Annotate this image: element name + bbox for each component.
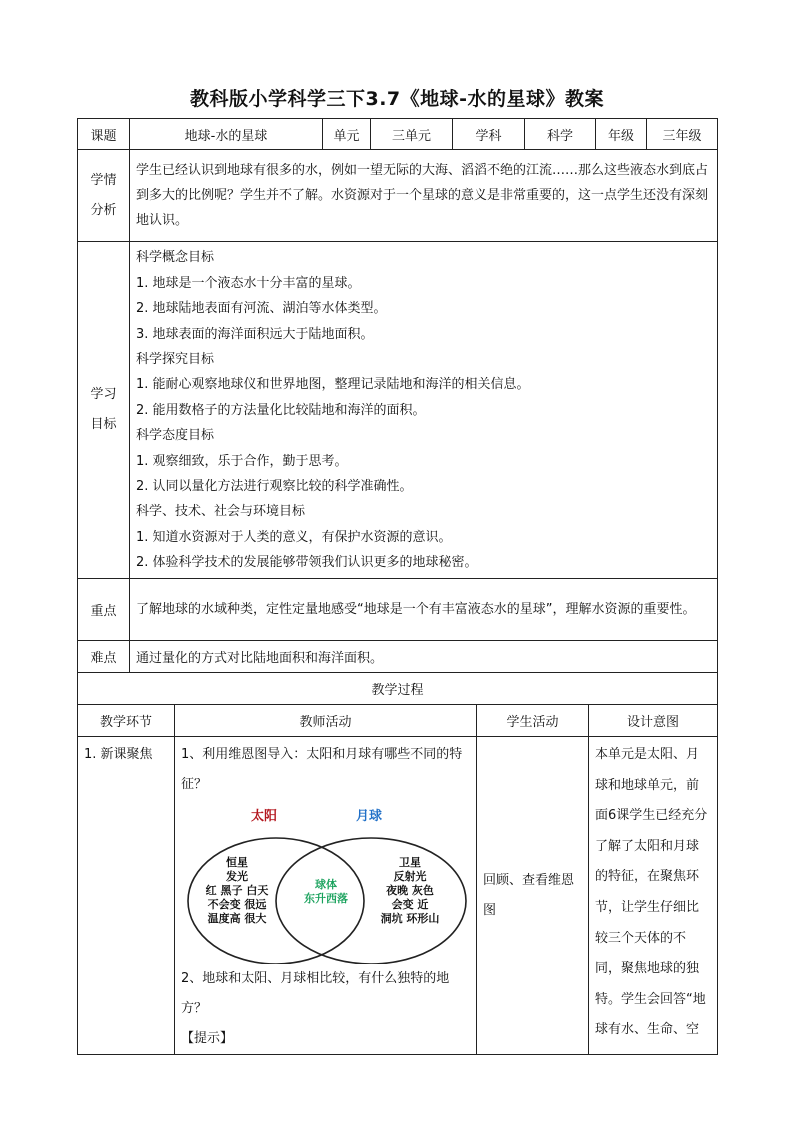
- design-intent: 本单元是太阳、月球和地球单元，前面6课学生已经充分了解了太阳和月球的特征，在聚焦环节，让学生仔细比较三个天体的不同，聚焦地球的独特。学生会回答“地球有水、生命、空: [589, 737, 718, 1055]
- unit-label: 单元: [323, 119, 371, 150]
- col-design: 设计意图: [589, 705, 718, 737]
- sun-feature: 温度高 很大: [207, 912, 267, 925]
- step-cell: 1. 新课聚焦: [78, 737, 175, 1055]
- common-features: [293, 878, 359, 906]
- analysis-text: 学生已经认识到地球有很多的水，例如一望无际的大海、滔滔不绝的江流……那么这些液态水到底占到多大的比例呢？学生并不了解。水资源对于一个星球的意义是非常重要的，这一点学生还没有深刻地认识。: [130, 150, 718, 242]
- goal-line: 1. 地球是一个液态水十分丰富的星球。: [136, 275, 361, 291]
- moon-feature: 洞坑 环形山: [380, 912, 440, 925]
- venn-diagram: [181, 804, 471, 964]
- goals-label-line1: 学习: [90, 387, 117, 402]
- goal-line: 科学探究目标: [136, 351, 215, 367]
- process-header: 教学过程: [78, 673, 718, 705]
- col-student: 学生活动: [477, 705, 589, 737]
- moon-feature: 卫星: [399, 856, 421, 869]
- goal-line: 2. 地球陆地表面有河流、湖泊等水体类型。: [136, 301, 387, 317]
- analysis-label: [78, 150, 130, 242]
- difficulty-label: 难点: [78, 641, 130, 673]
- goal-line: 3. 地球表面的海洋面积远大于陆地面积。: [136, 326, 374, 342]
- subject-value: 科学: [525, 119, 596, 150]
- subject-label: 学科: [453, 119, 525, 150]
- goal-line: 科学态度目标: [136, 428, 215, 444]
- page-title: 教科版小学科学三下3.7《地球-水的星球》教案: [189, 88, 605, 110]
- key-points-label: 重点: [78, 579, 130, 641]
- teacher-activity: [175, 737, 477, 1055]
- moon-feature: 反射光: [393, 870, 427, 883]
- goal-line: 科学概念目标: [136, 250, 215, 266]
- moon-feature: 夜晚 灰色: [386, 884, 434, 897]
- goals-label-line2: 目标: [90, 417, 117, 432]
- goal-line: 2. 体验科学技术的发展能够带领我们认识更多的地球秘密。: [136, 555, 478, 571]
- common-feature: 东升西落: [304, 892, 348, 905]
- sun-feature: 红 黑子 白天: [205, 884, 269, 897]
- sun-label: 太阳: [251, 809, 278, 824]
- key-points-text: 了解地球的水域种类，定性定量地感受“地球是一个有丰富液态水的星球”，理解水资源的重要性。: [130, 579, 718, 641]
- goal-line: 1. 观察细致，乐于合作，勤于思考。: [136, 453, 348, 469]
- analysis-label-line2: 分析: [90, 202, 117, 218]
- goals-label: [78, 242, 130, 579]
- grade-label: 年级: [596, 119, 647, 150]
- unit-value: 三单元: [371, 119, 453, 150]
- goal-line: 1. 能耐心观察地球仪和世界地图，整理记录陆地和海洋的相关信息。: [136, 377, 530, 393]
- teacher-question-1: 1、利用维恩图导入：太阳和月球有哪些不同的特征？: [181, 747, 463, 792]
- col-teacher: 教师活动: [175, 705, 477, 737]
- lesson-label: 课题: [78, 119, 130, 150]
- moon-label: 月球: [356, 809, 383, 824]
- analysis-label-line1: 学情: [90, 172, 117, 188]
- lesson-value: 地球-水的星球: [130, 119, 323, 150]
- goals-list: [130, 242, 718, 579]
- goal-line: 2. 认同以量化方法进行观察比较的科学准确性。: [136, 479, 413, 495]
- student-activity: 回顾、查看维恩图: [477, 737, 589, 1055]
- goal-line: 2. 能用数格子的方法量化比较陆地和海洋的面积。: [136, 402, 426, 418]
- goal-line: 科学、技术、社会与环境目标: [136, 504, 306, 520]
- teacher-question-2: 2、地球和太阳、月球相比较，有什么独特的地方？: [181, 971, 450, 1016]
- sun-features: [201, 856, 273, 926]
- grade-value: 三年级: [647, 119, 718, 150]
- lesson-info-table: [77, 118, 718, 673]
- sun-feature: 发光: [226, 870, 248, 883]
- difficulty-text: 通过量化的方式对比陆地面积和海洋面积。: [130, 641, 718, 673]
- teaching-process-table: [77, 672, 718, 1055]
- sun-feature: 不会变 很远: [207, 898, 267, 911]
- teacher-hint: 【提示】: [181, 1031, 234, 1046]
- goal-line: 1. 知道水资源对于人类的意义，有保护水资源的意识。: [136, 529, 452, 545]
- moon-features: [374, 856, 446, 926]
- moon-feature: 会变 近: [391, 898, 429, 911]
- sun-feature: 恒星: [226, 856, 248, 869]
- common-feature: 球体: [315, 878, 337, 891]
- col-step: 教学环节: [78, 705, 175, 737]
